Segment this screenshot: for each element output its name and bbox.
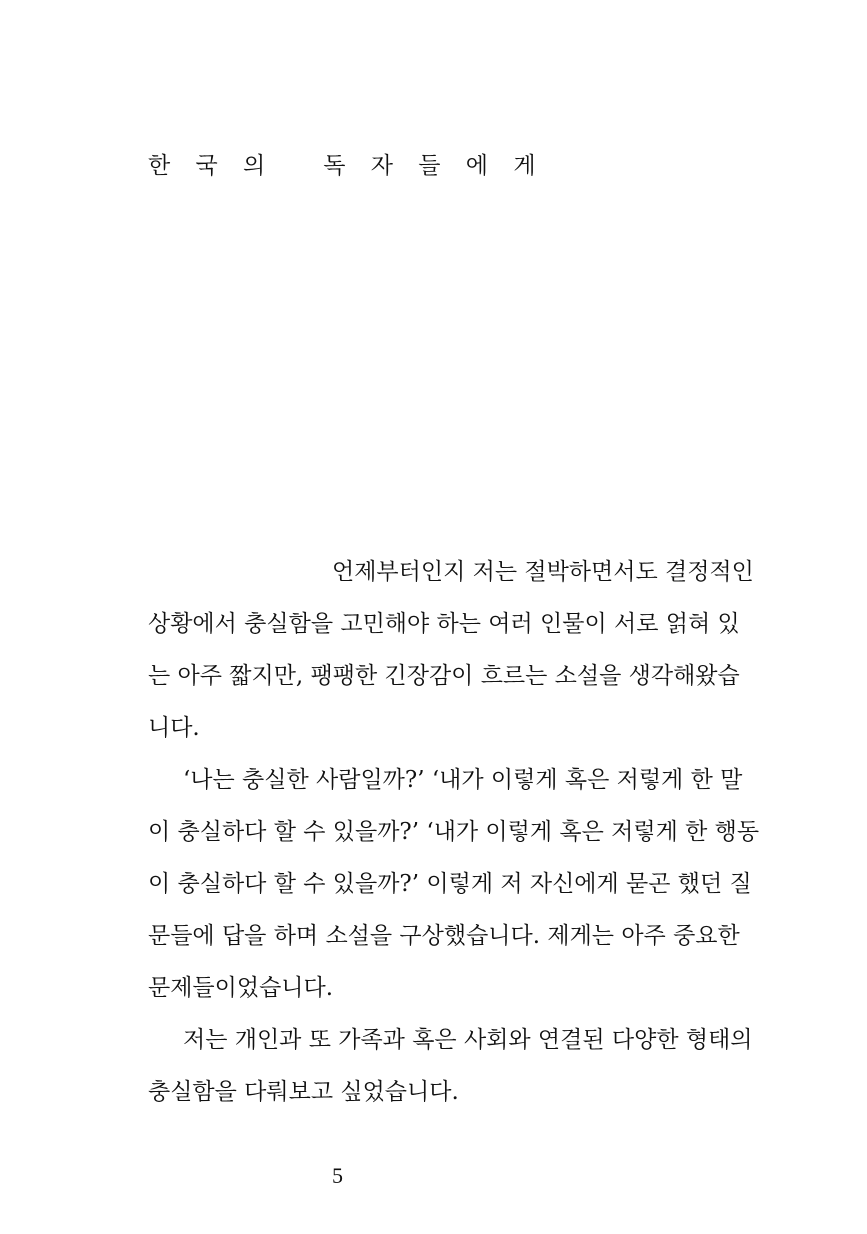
text-line: 는 아주 짧지만, 팽팽한 긴장감이 흐르는 소설을 생각해왔습 [148, 663, 740, 689]
text-line: 충실함을 다뤄보고 싶었습니다. [148, 1079, 459, 1105]
text-line: ‘나는 충실한 사람일까?’ ‘내가 이렇게 혹은 저렇게 한 말 [183, 767, 743, 793]
text-line: 이 충실하다 할 수 있을까?’ 이렇게 저 자신에게 묻곤 했던 질 [148, 871, 752, 897]
text-line: 저는 개인과 또 가족과 혹은 사회와 연결된 다양한 형태의 [183, 1027, 753, 1053]
page-number: 5 [332, 1163, 343, 1188]
text-line: 이 충실하다 할 수 있을까?’ ‘내가 이렇게 혹은 저렇게 한 행동 [148, 819, 760, 845]
text-line: 니다. [148, 715, 200, 741]
page-heading: 한 국 의 독 자 들 에 게 [148, 153, 545, 179]
text-line: 상황에서 충실함을 고민해야 하는 여러 인물이 서로 얽혀 있 [148, 611, 740, 637]
body-text [148, 546, 760, 1118]
text-line: 언제부터인지 저는 절박하면서도 결정적인 [332, 559, 754, 585]
text-line: 문제들이었습니다. [148, 975, 334, 1001]
text-line: 문들에 답을 하며 소설을 구상했습니다. 제게는 아주 중요한 [148, 923, 740, 949]
